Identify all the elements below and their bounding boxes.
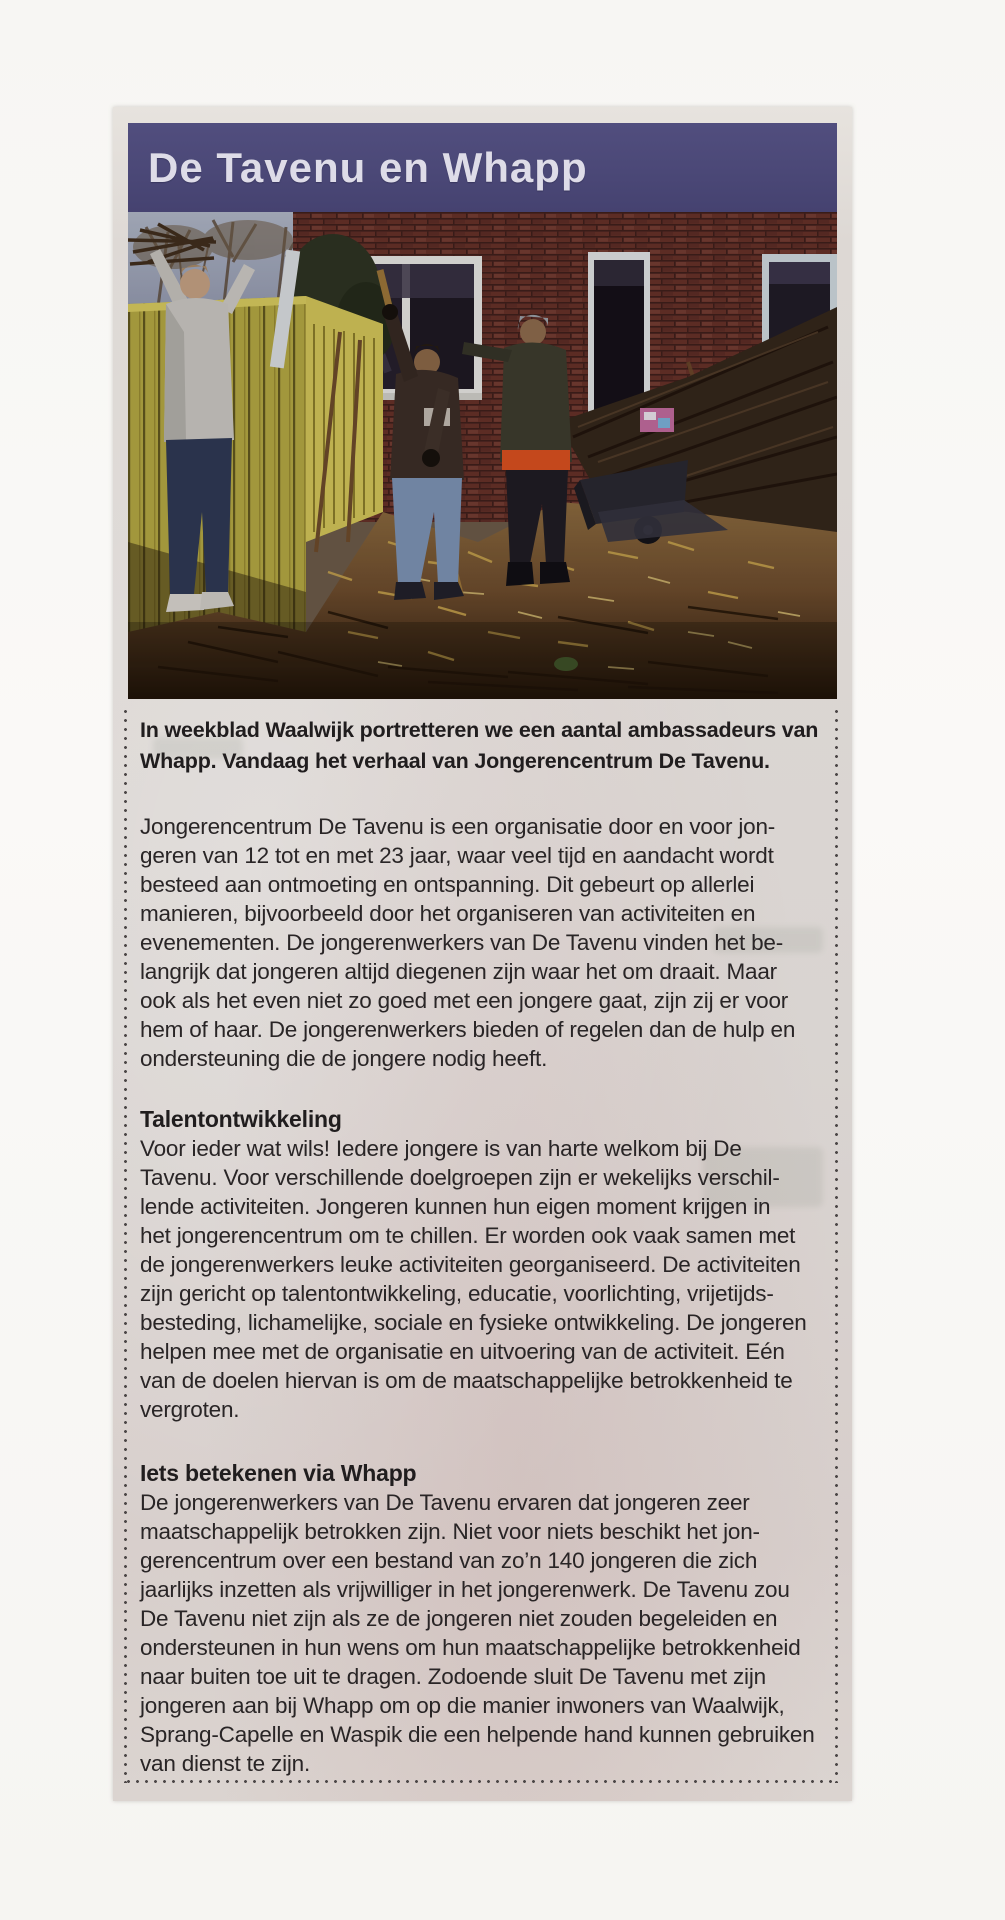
garden-photo-illustration (128, 212, 837, 699)
article-text-column (140, 715, 835, 1778)
article-paragraph-3: De jongerenwerkers van De Tavenu ervaren dat jongeren zeer maatschappelijk betrokken zijn. Niet voor niets beschikt het jon- gerencentrum over een bestand van zo’n 140 jongeren die zich jaarlijks inzetten als vrijwilliger in het jongerenwerk. De Tavenu zou De Tavenu niet zijn als ze de jongeren niet zouden begeleiden en ondersteunen in hun wens om hun maatschappelijke betrokkenheid naar buiten toe uit te dragen. Zodoende sluit De Tavenu met zijn jongeren aan bij Whapp om op die manier inwoners van Waalwijk, Sprang-Capelle en Waspik die een helpende hand kunnen gebruiken van dienst te zijn. (140, 1490, 815, 1776)
dotted-border-bottom (124, 1780, 838, 1783)
article-photo (128, 212, 837, 699)
article-intro: In weekblad Waalwijk portretteren we een aantal ambassadeurs van Whapp. Vandaag het verhaal van Jongerencentrum De Tavenu. (140, 718, 819, 773)
foreground-shadow (128, 622, 837, 699)
article-title: De Tavenu en Whapp (148, 143, 588, 191)
dotted-border-right (835, 707, 838, 1783)
section-heading-whapp: Iets betekenen via Whapp (140, 1460, 417, 1486)
article-banner (128, 123, 837, 212)
article-paragraph-2: Voor ieder wat wils! Iedere jongere is van harte welkom bij De Tavenu. Voor verschillende doelgroepen zijn er wekelijks verschil- lende activiteiten. Jongeren kunnen hun eigen moment krijgen in het jongerencentrum om te chillen. Er worden ook vaak samen met de jongerenwerkers leuke activiteiten georganiseerd. De activiteiten zijn gericht op talentontwikkeling, educatie, voorlichting, vrijetijds- besteding, lichamelijke, sociale en fysieke ontwikkeling. De jongeren helpen mee met de organisatie en uitvoering van de activiteit. Eén van de doelen hiervan is om de maatschappelijke betrokkenheid te vergroten. (140, 1136, 807, 1422)
section-heading-talentontwikkeling: Talentontwikkeling (140, 1106, 342, 1132)
newspaper-clipping (113, 107, 852, 1801)
dotted-border-left (124, 707, 127, 1783)
article-paragraph-1: Jongerencentrum De Tavenu is een organisatie door en voor jon- geren van 12 tot en met 23 jaar, waar veel tijd en aandacht wordt besteed aan ontmoeting en ontspanning. Dit gebeurt op allerlei manieren, bijvoorbeeld door het organiseren van activiteiten en evenementen. De jongerenwerkers van De Tavenu vinden het be- langrijk dat jongeren altijd diegenen zijn waar het om draait. Maar ook als het even niet zo goed met een jongere gaat, zijn zij er voor hem of haar. De jongerenwerkers bieden of regelen dan de hulp en ondersteuning die de jongere nodig heeft. (140, 814, 796, 1071)
